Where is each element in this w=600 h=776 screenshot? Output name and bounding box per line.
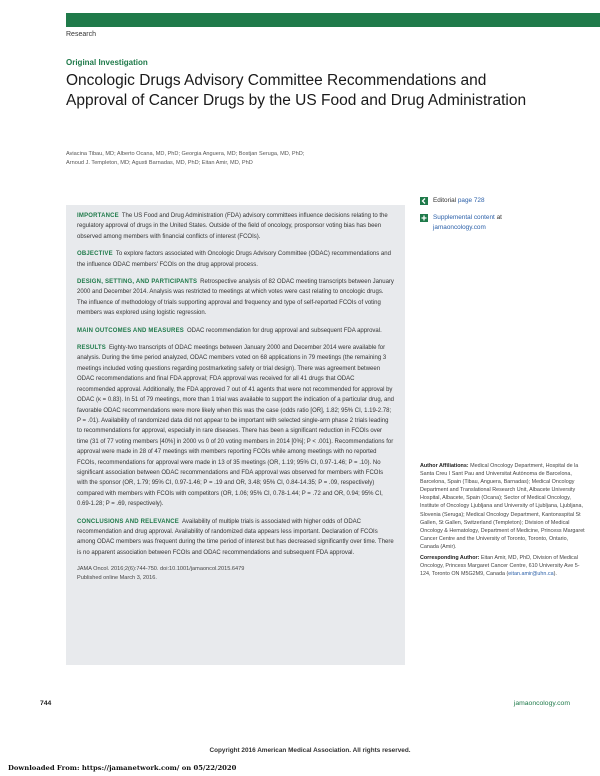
page-number: 744 bbox=[40, 700, 52, 707]
abstract-objective bbox=[77, 249, 394, 270]
supplemental-link[interactable] bbox=[420, 213, 580, 233]
abstract-heading: DESIGN, SETTING, AND PARTICIPANTS bbox=[77, 279, 198, 286]
affiliations-heading: Author Affiliations: bbox=[420, 463, 469, 469]
author-line: Arnoud J. Templeton, MD; Agusti Barnadas, MD, PhD; Eitan Amir, MD, PhD bbox=[66, 160, 253, 166]
citation-block bbox=[77, 565, 394, 583]
abstract-text: ODAC recommendation for drug approval and subsequent FDA approval. bbox=[186, 327, 382, 334]
journal-header-bar bbox=[66, 13, 600, 27]
affiliations-text: Medical Oncology Department, Hospital de la Santa Creu I Sant Pau and Universitat Autònoma de Barcelona, Barcelona, Spain (Tibau, Anguera, Barnadas); Medical Oncology Department and Translational Research Unit, Albacete University Hospital, Albacete, Spain (Ocana); Sector of Medical Oncology, Institute of Oncology Ljubljana and University of Ljubljana, Ljubljana, Slovenia (Seruga); Medical Oncology Department, Kantonsspital St Gallen, St Gallen, Switzerland (Templeton); Division of Medical Oncology & Hematology, Department of Medicine, Princess Margaret Cancer Centre and the University of Toronto, Toronto, Ontario, Canada (Amir). bbox=[420, 463, 585, 550]
abstract-importance bbox=[77, 211, 394, 242]
abstract-results bbox=[77, 343, 394, 510]
abstract-heading: RESULTS bbox=[77, 345, 106, 352]
abstract-box bbox=[66, 205, 405, 665]
article-title: Oncologic Drugs Advisory Committee Recommendations and Approval of Cancer Drugs by the US Food and Drug Administration bbox=[66, 72, 527, 109]
abstract-text: Eighty-two transcripts of ODAC meetings between January 2000 and December 2014 were available for analysis. During the time period analyzed, ODAC members voted on 68 applications in 79 meetings (the remaining 3 meetings included voting questions regarding postmarketing safety or trial design). There was agreement between ODAC recommendations and final FDA approval; FDA approval was received for all 41 drugs that ODAC recommended approval. Additionally, the FDA approved 7 out of 41 agents that were not recommended for approval by ODAC (κ = 0.83). In 51 of 79 meetings, more than 1 trial was available to support the indication of a particular drug, and favorable ODAC recommendations were more likely when this was the case (odds ratio [OR], 1.82; 95% CI, 1.19-2.78; P = .01). Availability of randomized data did not appear to be important with selected single-arm phase 2 trials leading to recommendations for approval, especially in rare diseases. There has been a significant reduction in FCOIs over time (31 of 77 voting members [40%] in 2000 vs 0 of 20 voting members in 2014 [0%]; P < .001). Recommendations for approval were made in 28 of 47 meetings with members reporting FCOIs while among meetings with no reported FCOIs, recommendations for approval were made in 13 of 35 meetings (OR, 1.19; 95% CI, 0.97-1.46; P = .10). No significant association between ODAC recommendations and FDA approval was observed for members with FCOIs with the sponsor (OR, 1.79; 95% CI, 0.97-1.46; P = .19 and OR, 3.48; 95% CI, 0.84-14.35; P = .09, respectively) compared with members with FCOIs with competitors (OR, 1.06; 95% CI, 0.78-1.44; P = .72 and OR, 0.94; 95% CI, 0.69-1.28; P = .69, respectively). bbox=[77, 345, 395, 508]
abstract-text: To explore factors associated with Oncologic Drugs Advisory Committee (ODAC) recommendations and the influence ODAC members' FCOIs on the drug approval process. bbox=[77, 251, 391, 268]
section-label: Research bbox=[66, 31, 96, 38]
corresponding-heading: Corresponding Author: bbox=[420, 555, 480, 562]
abstract-design bbox=[77, 277, 394, 319]
abstract-text: Retrospective analysis of 82 ODAC meeting transcripts between January 2000 and December 2014. Analysis was restricted to meetings at which votes were cast relating to oncologic drugs. The influence of methodology of trials supporting approval and frequency and type of self-reported FCOIs of voting members was explored using logistic regression. bbox=[77, 279, 394, 317]
published-date: Published online March 3, 2016. bbox=[77, 575, 157, 582]
supplemental-at: at bbox=[496, 214, 502, 221]
abstract-heading: MAIN OUTCOMES AND MEASURES bbox=[77, 327, 184, 334]
editorial-label: Editorial bbox=[433, 197, 457, 204]
supplemental-site[interactable]: jamaoncology.com bbox=[433, 224, 486, 231]
author-affiliations: Author Affiliations: Medical Oncology Department, Hospital de la Santa Creu I Sant Pau and Universitat Autònoma de Barcelona, Barcelona, Spain (Tibau, Anguera, Barnadas); Medical Oncology Department and Translational Research Unit, Albacete University Hospital, Albacete, Spain (Ocana); Sector of Medical Oncology, Institute of Oncology Ljubljana and University of Ljubljana, Ljubljana, Slovenia (Seruga); Medical Oncology Department, Kantonsspital St Gallen, St Gallen, Switzerland (Templeton); Division of Medical Oncology & Hematology, Department of Medicine, Princess Margaret Cancer Centre and the University of Toronto, Toronto, Ontario, Canada (Amir). Corresponding Author: Eitan Amir, MD, PhD, Division of Medical Oncology, Princess Margaret Cancer Centre, 610 University Ave 5-124, Toronto ON M5G2M9, Canada (eitan.amir@uhn.ca). bbox=[420, 463, 585, 578]
abstract-conclusions bbox=[77, 517, 394, 559]
abstract-heading: OBJECTIVE bbox=[77, 251, 113, 258]
abstract-outcomes bbox=[77, 326, 394, 336]
citation[interactable]: JAMA Oncol. 2016;2(6):744-750. doi:10.1001/jamaoncol.2015.6479 bbox=[77, 566, 245, 573]
plus-icon bbox=[420, 214, 428, 222]
supplemental-label[interactable]: Supplemental content bbox=[433, 214, 495, 221]
article-type: Original Investigation bbox=[66, 58, 148, 67]
related-links bbox=[420, 196, 580, 240]
copyright-notice: Copyright 2016 American Medical Association. All rights reserved. bbox=[209, 747, 411, 754]
abstract-heading: IMPORTANCE bbox=[77, 213, 119, 219]
journal-site-link[interactable]: jamaoncology.com bbox=[513, 700, 570, 707]
arrow-left-icon bbox=[420, 197, 428, 205]
abstract-text: The US Food and Drug Administration (FDA) advisory committees influence decisions relating to the regulatory approval of drugs in the United States. Outside of the field of oncology, prosponsor voting bias has been observed among members with financial conflicts of interest (FCOIs). bbox=[77, 213, 388, 240]
email-link[interactable]: eitan.amir@uhn.ca bbox=[508, 571, 554, 578]
download-stamp: Downloaded From: https://jamanetwork.com/ on 05/22/2020 bbox=[8, 764, 237, 772]
editorial-page[interactable]: page 728 bbox=[457, 197, 485, 204]
author-line: Aviacina Tibau, MD; Alberto Ocana, MD, PhD; Georgia Anguera, MD; Bostjan Seruga, MD, PhD; bbox=[66, 151, 305, 157]
corresponding-text: Eitan Amir, MD, PhD, Division of Medical Oncology, Princess Margaret Cancer Centre, 610 University Ave 5-124, Toronto ON M5G2M9, Canada bbox=[420, 555, 580, 578]
abstract-heading: CONCLUSIONS AND RELEVANCE bbox=[77, 518, 180, 525]
editorial-link[interactable] bbox=[420, 196, 580, 206]
author-list bbox=[66, 150, 486, 168]
abstract-text: Availability of multiple trials is associated with higher odds of ODAC recommendation and drug approval. Availability of randomized data appears less important. Declaration of FCOIs among ODAC members was frequent during the time period of interest but has decreased significantly over time. There is no apparent association between FCOIs and ODAC recommendations and subsequent FDA approval. bbox=[77, 518, 394, 556]
